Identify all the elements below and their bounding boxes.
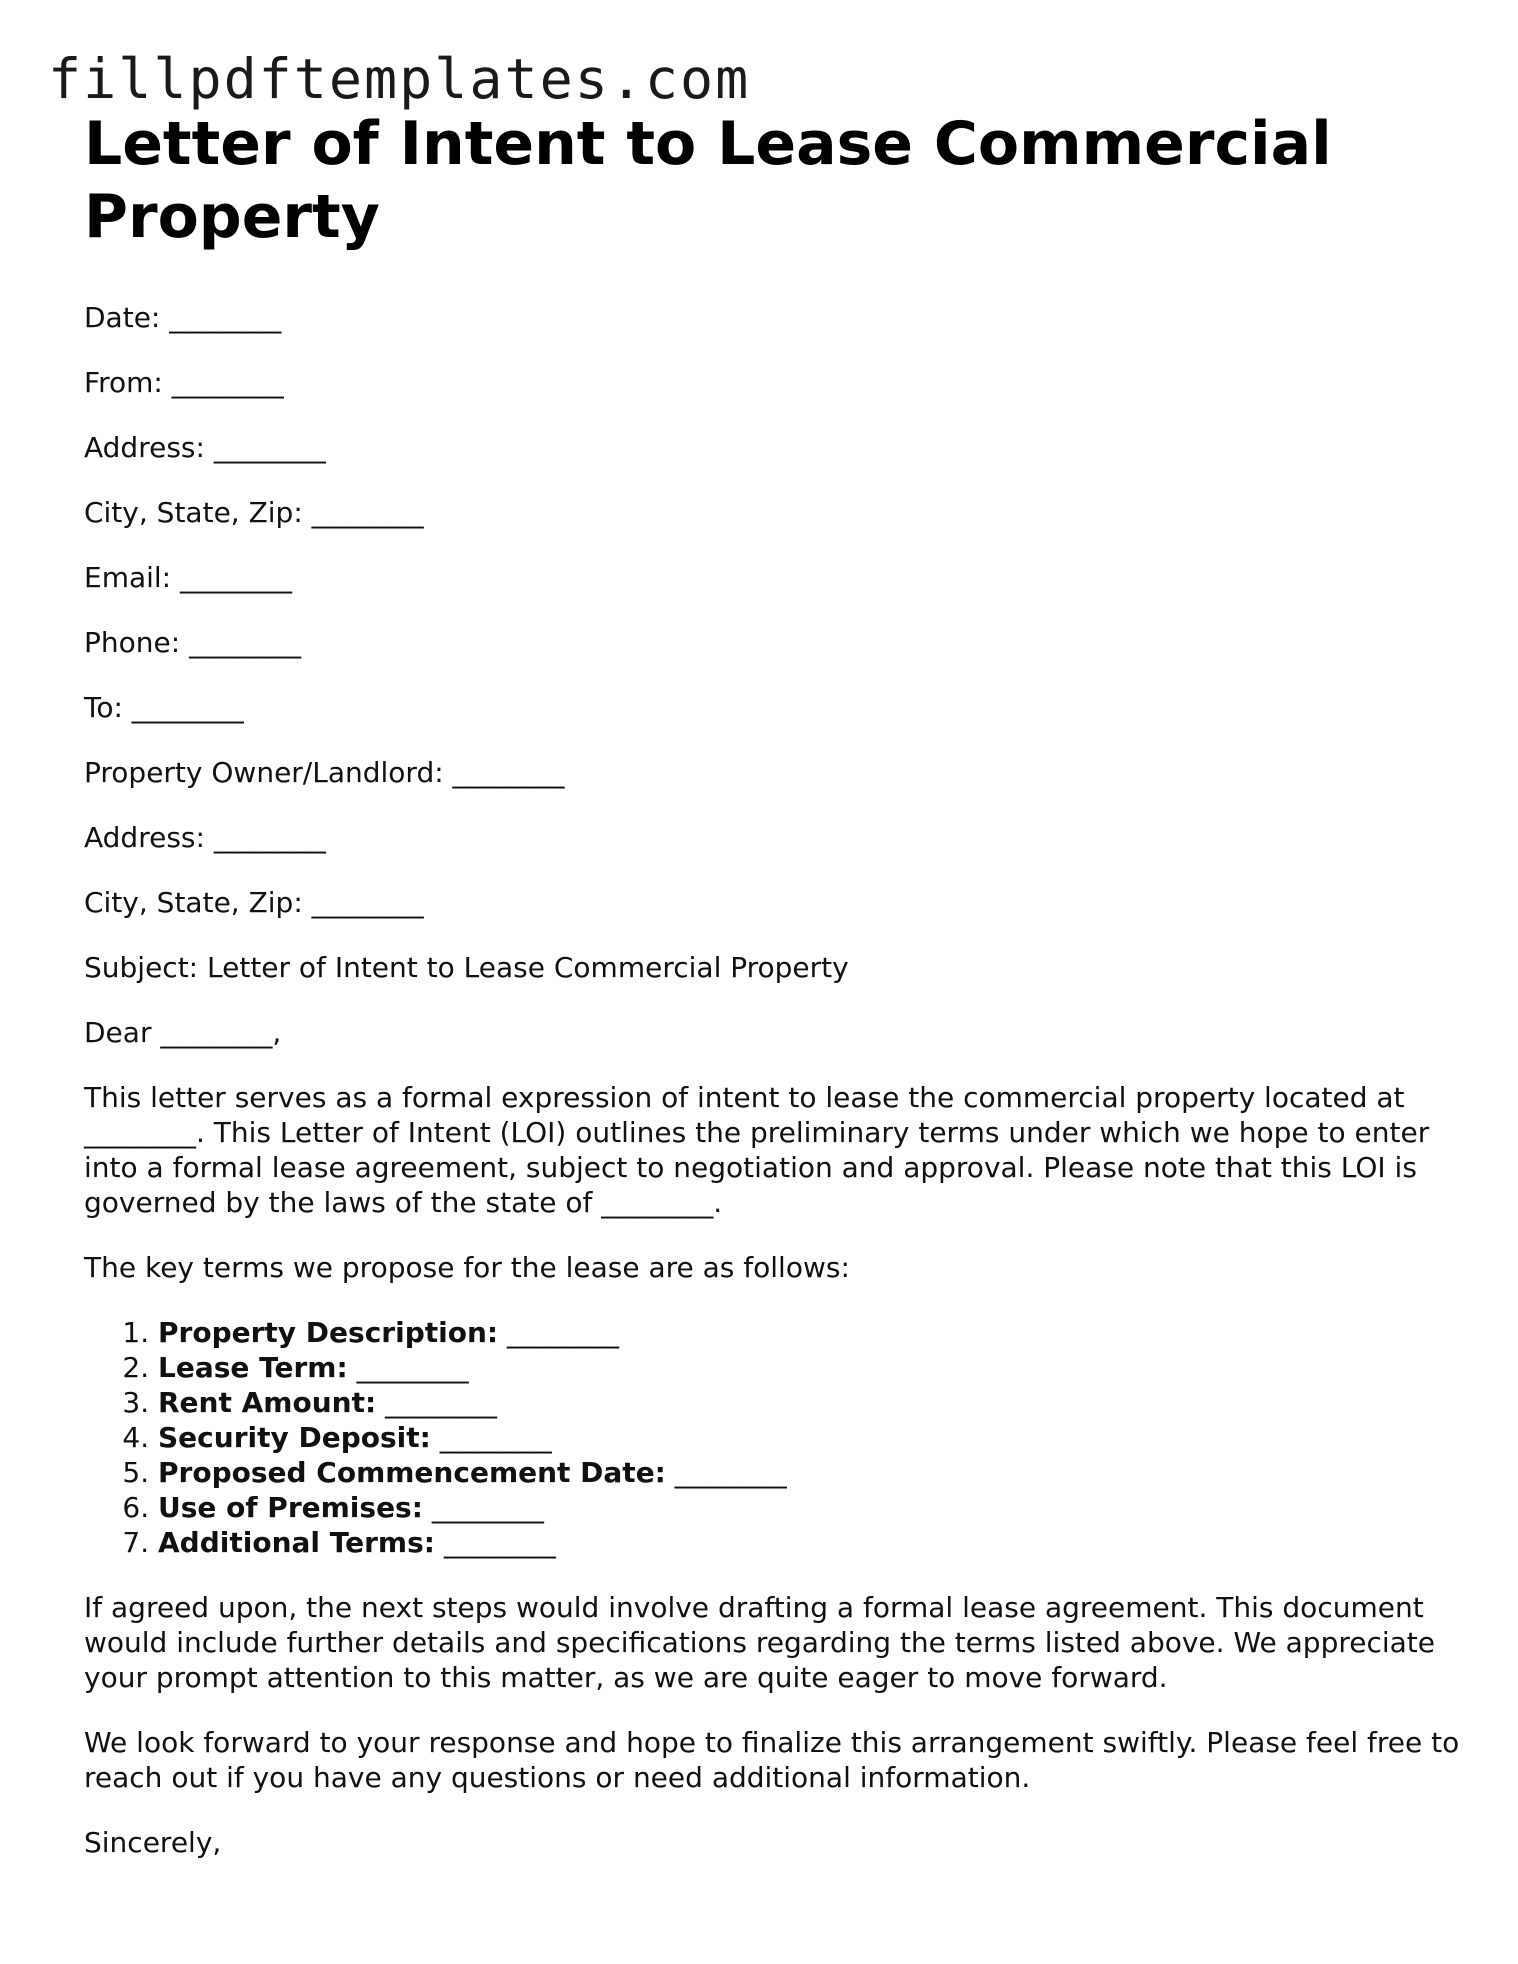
term-label: Property Description: bbox=[158, 1316, 499, 1349]
term-label: Security Deposit: bbox=[158, 1421, 431, 1454]
term-item-additional-terms bbox=[158, 1525, 1464, 1560]
sender-address-field: Address: ________ bbox=[84, 431, 326, 464]
next-steps-paragraph: If agreed upon, the next steps would involve drafting a formal lease agreement. This document would include further details and specifications regarding the terms listed above. We appreciate your prompt attention to this matter, as we are quite eager to move forward. bbox=[84, 1591, 1435, 1694]
term-value: ________ bbox=[434, 1526, 556, 1559]
landlord-field: Property Owner/Landlord: ________ bbox=[84, 756, 565, 789]
sender-city-state-zip-field: City, State, Zip: ________ bbox=[84, 496, 424, 529]
term-value: ________ bbox=[430, 1421, 552, 1454]
from-field: From: ________ bbox=[84, 366, 284, 399]
letter-document bbox=[84, 108, 1464, 1890]
term-item-use-of-premises bbox=[158, 1490, 1464, 1525]
term-label: Lease Term: bbox=[158, 1351, 348, 1384]
document-title: Letter of Intent to Lease Commercial Property bbox=[84, 109, 1332, 252]
landlord-address-field: Address: ________ bbox=[84, 821, 326, 854]
terms-list bbox=[84, 1315, 1464, 1560]
term-label: Additional Terms: bbox=[158, 1526, 435, 1559]
term-value: ________ bbox=[376, 1386, 498, 1419]
term-value: ________ bbox=[498, 1316, 619, 1349]
term-item-property-description bbox=[158, 1315, 1464, 1350]
term-label: Proposed Commencement Date: bbox=[158, 1456, 666, 1489]
phone-field: Phone: ________ bbox=[84, 626, 302, 659]
term-value: ________ bbox=[347, 1351, 469, 1384]
term-item-rent-amount bbox=[158, 1385, 1464, 1420]
terms-intro: The key terms we propose for the lease are as follows: bbox=[84, 1251, 850, 1284]
term-value: ________ bbox=[665, 1456, 787, 1489]
landlord-city-state-zip-field: City, State, Zip: ________ bbox=[84, 886, 424, 919]
closing-paragraph: We look forward to your response and hope to finalize this arrangement swiftly. Please feel free to reach out if you have any questions or need additional information. bbox=[84, 1726, 1460, 1794]
term-item-security-deposit bbox=[158, 1420, 1464, 1455]
salutation: Dear ________, bbox=[84, 1016, 282, 1049]
signoff: Sincerely, bbox=[84, 1826, 222, 1859]
to-field: To: ________ bbox=[84, 691, 244, 724]
term-item-lease-term bbox=[158, 1350, 1464, 1385]
term-value: ________ bbox=[422, 1491, 544, 1524]
term-label: Use of Premises: bbox=[158, 1491, 423, 1524]
subject-line: Subject: Letter of Intent to Lease Commercial Property bbox=[84, 951, 849, 984]
email-field: Email: ________ bbox=[84, 561, 293, 594]
header-fields bbox=[84, 300, 1464, 920]
date-field: Date: ________ bbox=[84, 301, 282, 334]
watermark: fillpdftemplates.com bbox=[48, 47, 751, 111]
term-item-commencement-date bbox=[158, 1455, 1464, 1490]
intro-paragraph: This letter serves as a formal expression of intent to lease the commercial property located at ________. This Letter of Intent (LOI) outlines the preliminary terms under which we hope to enter into a formal lease agreement, subject to negotiation and approval. Please note that this LOI is governed by the laws of the state of ________. bbox=[84, 1081, 1430, 1219]
term-label: Rent Amount: bbox=[158, 1386, 377, 1419]
